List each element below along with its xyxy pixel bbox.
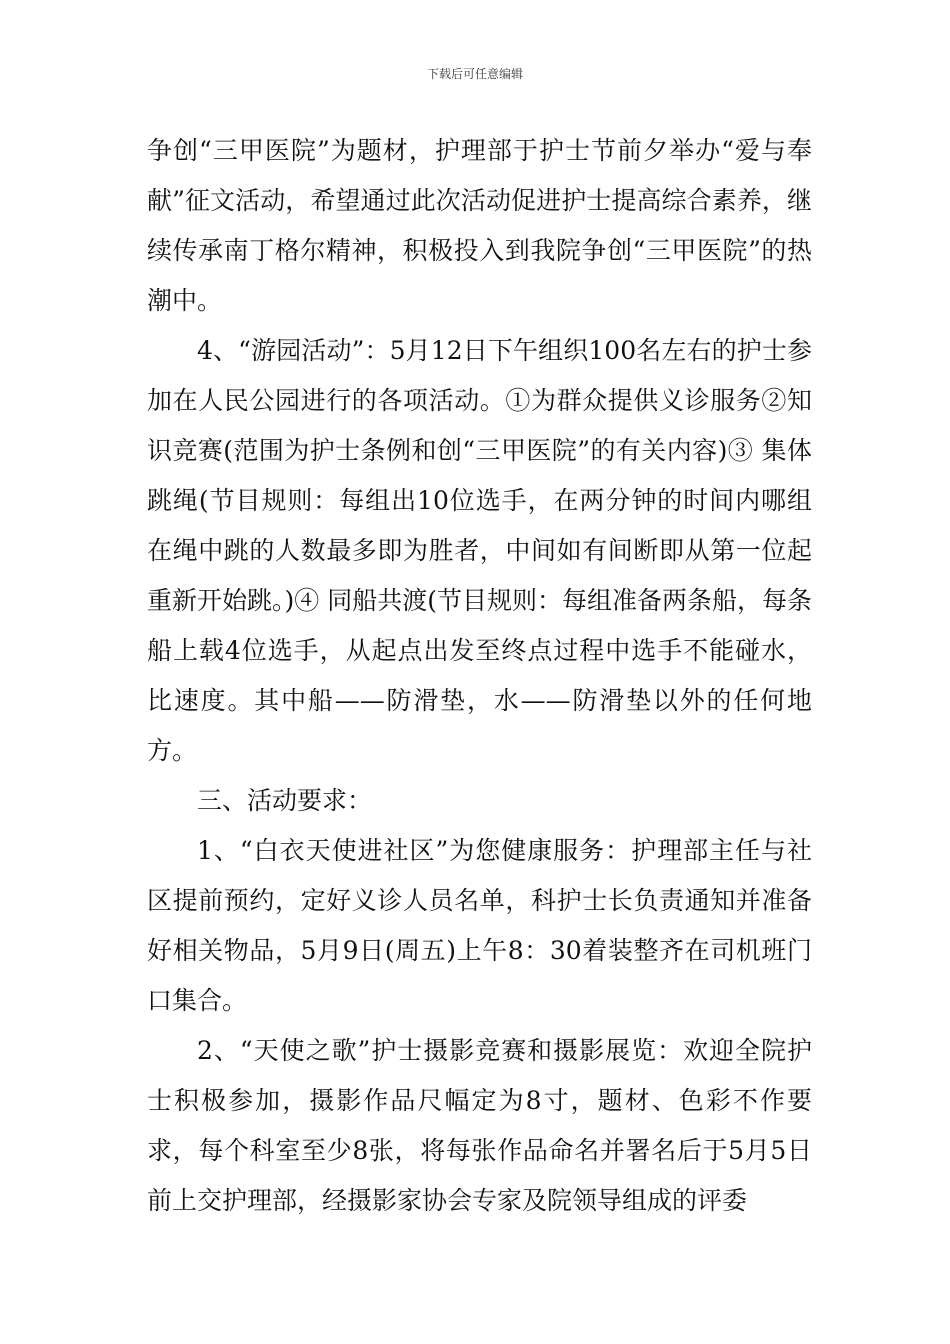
paragraph-essay-contest: 争创“三甲医院”为题材，护理部于护士节前夕举办“爱与奉献”征文活动，希望通过此次活动促进护士提高综合素养，继续传承南丁格尔精神，积极投入到我院争创“三甲医院”的热潮中。 — [147, 136, 812, 315]
paragraph-photography-contest: 2、“天使之歌”护士摄影竞赛和摄影展览：欢迎全院护士积极参加，摄影作品尺幅定为8寸，题材、色彩不作要求，每个科室至少8张，将每张作品命名并署名后于5月5日前上交护理部，经摄影家协会专家及院领导组成的评委 — [147, 1036, 812, 1215]
section-heading-requirements: 三、活动要求： — [197, 786, 373, 815]
paragraph-garden-activity: 4、“游园活动”：5月12日下午组织100名左右的护士参加在人民公园进行的各项活动。①为群众提供义诊服务②知识竞赛(范围为护士条例和创“三甲医院”的有关内容)③ 集体跳绳(节目规则：每组出10位选手，在两分钟的时间内哪组在绳中跳的人数最多即为胜者，中间如有间断即从第一位起重新开始跳。)④ 同船共渡(节目规则：每组准备两条船，每条船上载4位选手，从起点出发至终点过程中选手不能碰水，比速度。其中船——防滑垫，水——防滑垫以外的任何地方。 — [147, 336, 812, 765]
page-header: 下载后可任意编辑 — [426, 67, 523, 81]
paragraph-community-service: 1、“白衣天使进社区”为您健康服务：护理部主任与社区提前预约，定好义诊人员名单，科护士长负责通知并准备好相关物品，5月9日(周五)上午8：30着装整齐在司机班门口集合。 — [147, 836, 812, 1015]
document-body — [147, 126, 812, 1226]
